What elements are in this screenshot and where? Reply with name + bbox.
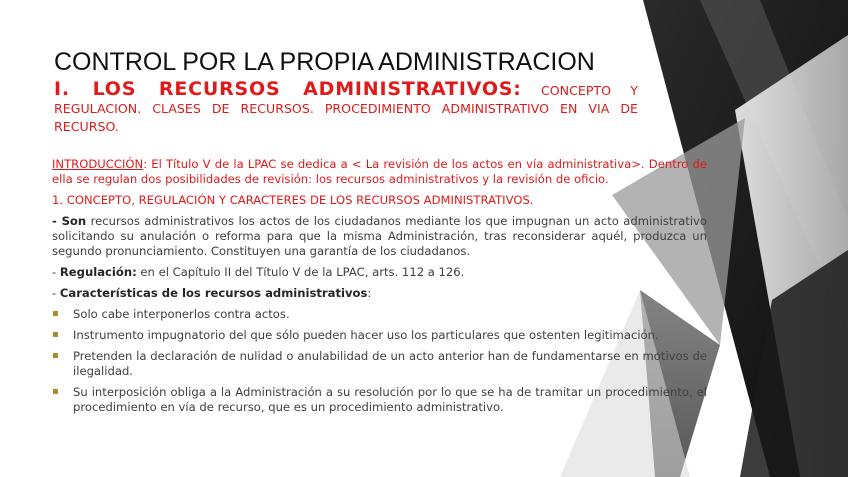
bullet-icon: ▪ <box>52 308 59 319</box>
intro-text: : El Título V de la LPAC se dedica a < La revisión de los actos en vía administrativa>. Dentro de ella se regulan dos posibilidades de revisión: los recursos administrativos y la revisión de oficio. <box>52 157 707 186</box>
slide-subtitle <box>54 80 638 136</box>
section-heading: 1. CONCEPTO, REGULACIÓN Y CARACTERES DE LOS RECURSOS ADMINISTRATIVOS. <box>52 193 534 207</box>
concept-paragraph <box>52 214 707 259</box>
bullet-icon: ▪ <box>52 350 59 361</box>
subtitle-rest: CONCEPTO Y REGULACION. CLASES DE RECURSOS. PROCEDIMIENTO ADMINISTRATIVO EN VIA DE RECURSO. <box>54 83 638 134</box>
regulation-paragraph <box>52 265 707 280</box>
list-item-text: Solo cabe interponerlos contra actos. <box>73 307 290 321</box>
subtitle-heading: I. LOS RECURSOS ADMINISTRATIVOS: <box>54 78 522 100</box>
regulation-label: Regulación: <box>59 265 137 279</box>
slide-body <box>52 157 707 421</box>
characteristics-list <box>52 307 707 415</box>
slide-title: CONTROL POR LA PROPIA ADMINISTRACION <box>54 48 595 76</box>
list-item-text: Instrumento impugnatorio del que sólo pueden hacer uso los particulares que ostenten legitimación. <box>73 328 659 342</box>
bullet-icon: ▪ <box>52 329 59 340</box>
list-item <box>52 349 707 379</box>
characteristics-dash: - <box>52 286 60 300</box>
concept-lead: - Son <box>52 214 87 228</box>
list-item <box>52 328 707 343</box>
regulation-text: en el Capítulo II del Título V de la LPAC, arts. 112 a 126. <box>136 265 465 279</box>
list-item-text: Pretenden la declaración de nulidad o anulabilidad de un acto anterior han de fundamentarse en motivos de ilegalidad. <box>73 349 707 378</box>
intro-label: INTRODUCCIÓN <box>52 157 144 171</box>
characteristics-colon: : <box>367 286 372 300</box>
bullet-icon: ▪ <box>52 386 59 397</box>
regulation-dash: - <box>52 265 60 279</box>
intro-paragraph <box>52 157 707 187</box>
characteristics-label: Características de los recursos administrativos <box>59 286 368 300</box>
concept-text: recursos administrativos los actos de los ciudadanos mediante los que impugnan un acto administrativo solicitando su anulación o reforma para que la misma Administración, tras reconsiderar aquél, produzca un segundo pronunciamiento. Constituyen una garantía de los ciudadanos. <box>52 214 708 258</box>
characteristics-paragraph <box>52 286 707 301</box>
list-item-text: Su interposición obliga a la Administración a su resolución por lo que se ha de tramitar un procedimiento, el procedimiento en vía de recurso, que es un procedimiento administrativo. <box>73 385 707 414</box>
list-item <box>52 307 707 322</box>
list-item <box>52 385 707 415</box>
